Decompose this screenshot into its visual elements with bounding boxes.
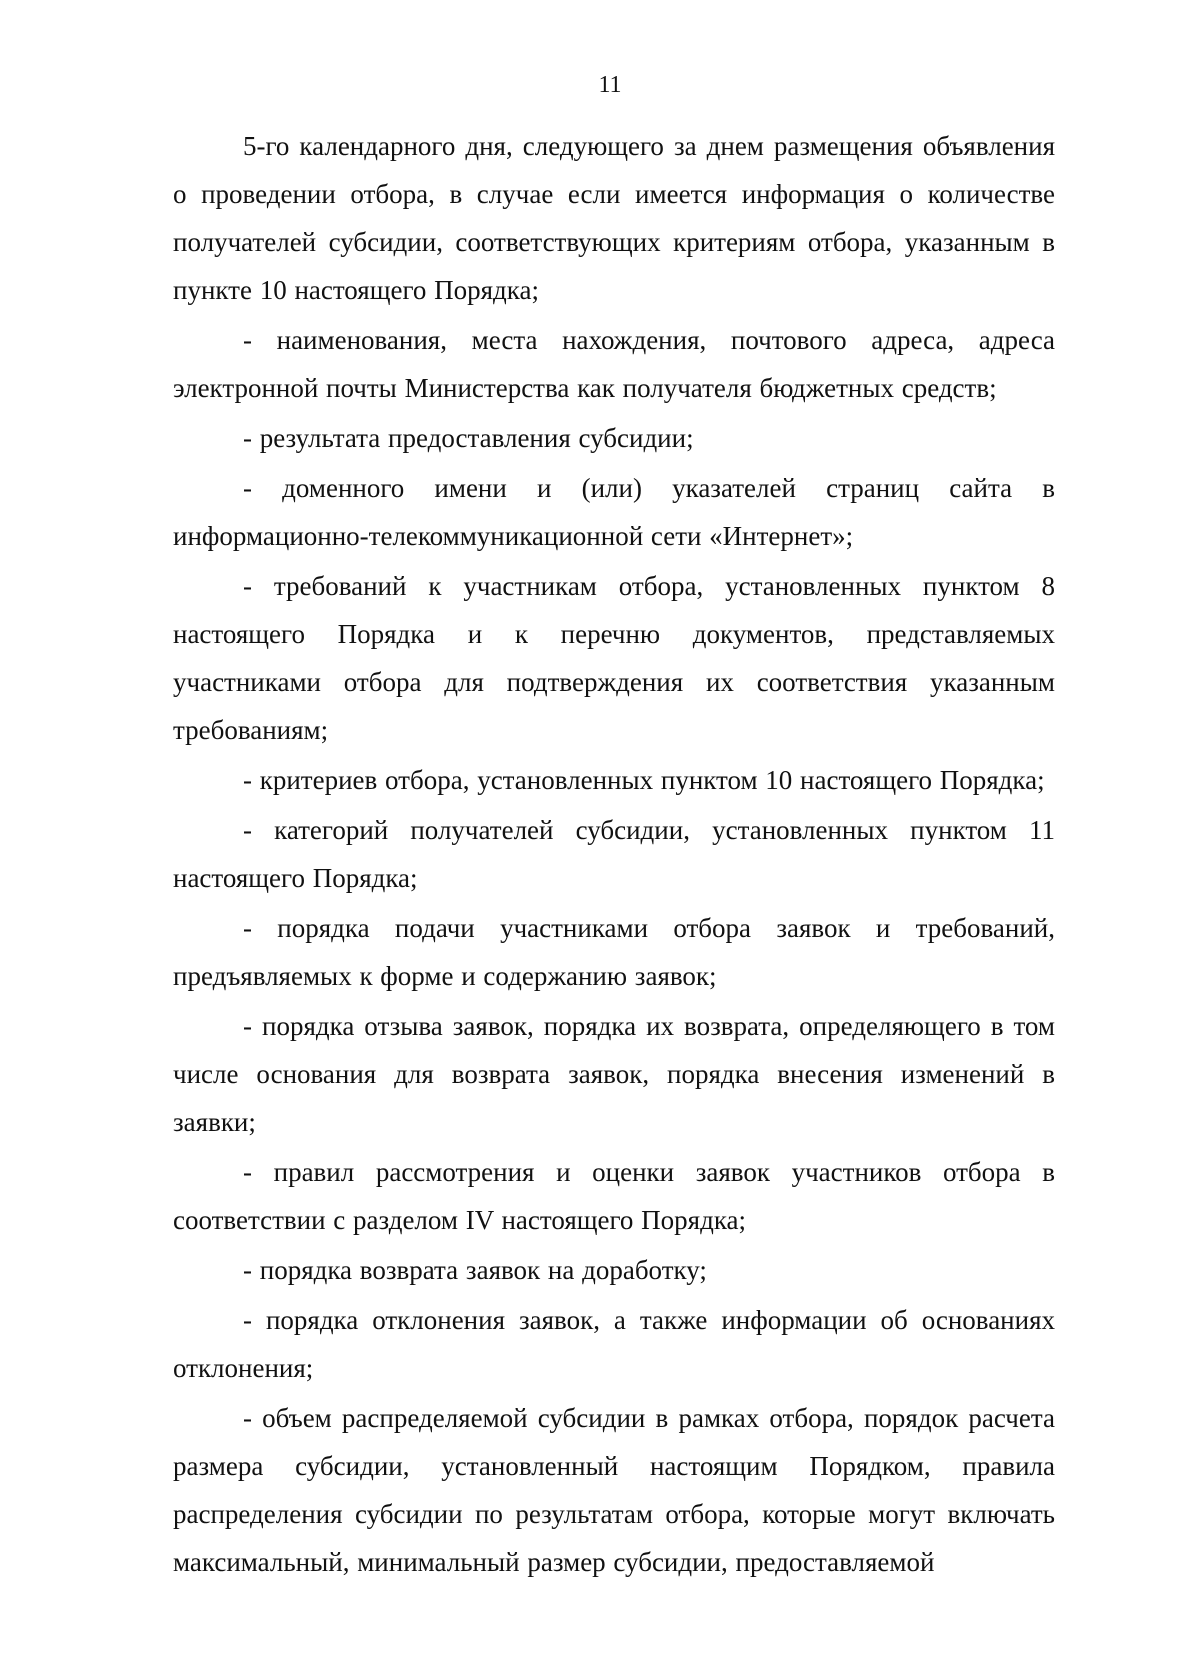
list-item-return-for-revision: - порядка возврата заявок на доработку; bbox=[243, 1255, 707, 1285]
page-number: 11 bbox=[598, 72, 622, 98]
list-item-recipient-categories: - категорий получателей субсидии, установленных пунктом 11 настоящего Порядка; bbox=[173, 815, 1055, 893]
list-item-participant-requirements: - требований к участникам отбора, установленных пунктом 8 настоящего Порядка и к перечню документов, представляемых участниками отбора для подтверждения их соответствия указанным требованиям; bbox=[173, 571, 1055, 745]
list-item-subsidy-volume: - объем распределяемой субсидии в рамках отбора, порядок расчета размера субсидии, установленный настоящим Порядком, правила распределения субсидии по результатам отбора, которые могут включать максимальный, минимальный размер субсидии, предоставляемой bbox=[173, 1403, 1055, 1577]
list-item-withdrawal-procedure: - порядка отзыва заявок, порядка их возврата, определяющего в том числе основания для возврата заявок, порядка внесения изменений в заявки; bbox=[173, 1011, 1055, 1137]
document-body bbox=[173, 122, 1055, 1588]
list-item-domain-name: - доменного имени и (или) указателей страниц сайта в информационно-телекоммуникационной сети «Интернет»; bbox=[173, 473, 1055, 551]
list-item-application-procedure: - порядка подачи участниками отбора заявок и требований, предъявляемых к форме и содержанию заявок; bbox=[173, 913, 1055, 991]
list-item-selection-criteria: - критериев отбора, установленных пунктом 10 настоящего Порядка; bbox=[243, 765, 1045, 795]
paragraph-continuation: 5-го календарного дня, следующего за днем размещения объявления о проведении отбора, в случае если имеется информация о количестве получателей субсидии, соответствующих критериям отбора, указанным в пункте 10 настоящего Порядка; bbox=[173, 131, 1055, 305]
list-item-rejection-procedure: - порядка отклонения заявок, а также информации об основаниях отклонения; bbox=[173, 1305, 1055, 1383]
list-item-evaluation-rules: - правил рассмотрения и оценки заявок участников отбора в соответствии с разделом IV настоящего Порядка; bbox=[173, 1157, 1055, 1235]
list-item-subsidy-result: - результата предоставления субсидии; bbox=[243, 423, 694, 453]
list-item-ministry-info: - наименования, места нахождения, почтового адреса, адреса электронной почты Министерства как получателя бюджетных средств; bbox=[173, 325, 1055, 403]
